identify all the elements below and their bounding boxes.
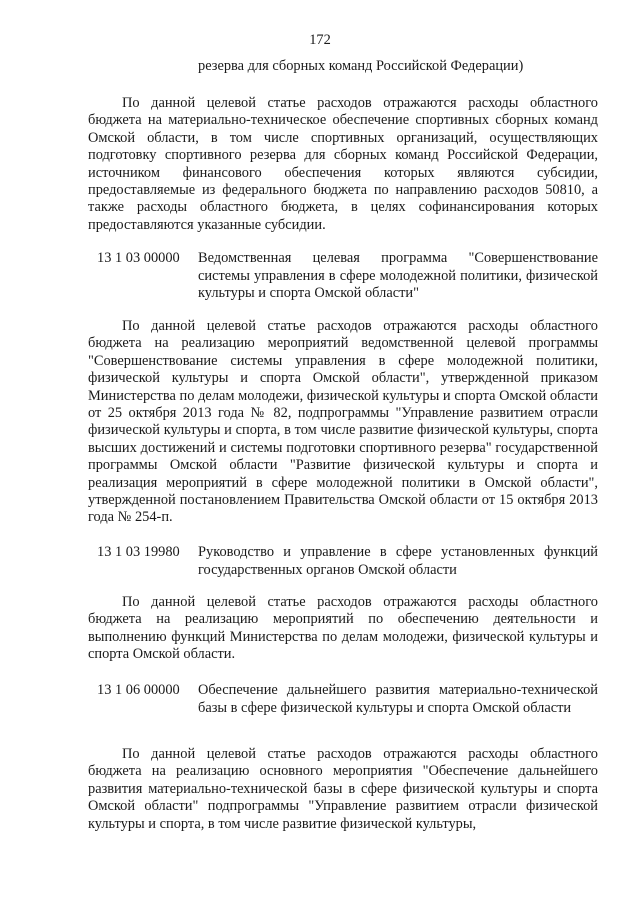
continued-title-line: резерва для сборных команд Российской Федерации) [198,58,524,74]
page-number: 172 [309,32,331,48]
paragraph-3: По данной целевой статье расходов отражаются расходы областного бюджета на реализацию мероприятий по обеспечению деятельности и выполнению функций Министерства по делам молодежи, физической культуры и спорта Омской области. [88,594,598,663]
section-code-3: 13 1 06 00000 [97,682,180,698]
section-title-3: Обеспечение дальнейшего развития материально-технической базы в сфере физической культуры и спорта Омской области [198,682,598,716]
section-title-2: Руководство и управление в сфере установленных функций государственных органов Омской области [198,544,598,578]
section-code-1: 13 1 03 00000 [97,250,180,266]
paragraph-1: По данной целевой статье расходов отражаются расходы областного бюджета на материально-техническое обеспечение спортивных сборных команд Омской области, в том числе спортивных организаций, осуществляющих подготовку спортивного резерва для сборных команд Российской Федерации, источником финансового обеспечения которых являются субсидии, предоставляемые из федерального бюджета по направлению расходов 50810, а также расходы областного бюджета, в целях софинансирования которых предоставляются указанные субсидии. [88,95,598,233]
section-title-1: Ведомственная целевая программа "Совершенствование системы управления в сфере молодежной политики, физической культуры и спорта Омской области" [198,250,598,302]
section-code-2: 13 1 03 19980 [97,544,180,560]
paragraph-2: По данной целевой статье расходов отражаются расходы областного бюджета на реализацию мероприятий ведомственной целевой программы "Совершенствование системы управления в сфере молодежной политики, физической культуры и спорта Омской области", утвержденной приказом Министерства по делам молодежи, физической культуры и спорта Омской области от 25 октября 2013 года № 82, подпрограммы "Управление развитием отрасли физической культуры и спорта, в том числе развитие физической культуры, спорта высших достижений и системы подготовки спортивного резерва" государственной программы Омской области "Развитие физической культуры и спорта и реализация мероприятий в сфере молодежной политики в Омской области", утвержденной постановлением Правительства Омской области от 15 октября 2013 года № 254-п. [88,318,598,526]
paragraph-4: По данной целевой статье расходов отражаются расходы областного бюджета на реализацию основного мероприятия "Обеспечение дальнейшего развития материально-технической базы в сфере физической культуры и спорта Омской области" подпрограммы "Управление развитием отрасли физической культуры и спорта, в том числе развитие физической культуры, [88,746,598,832]
